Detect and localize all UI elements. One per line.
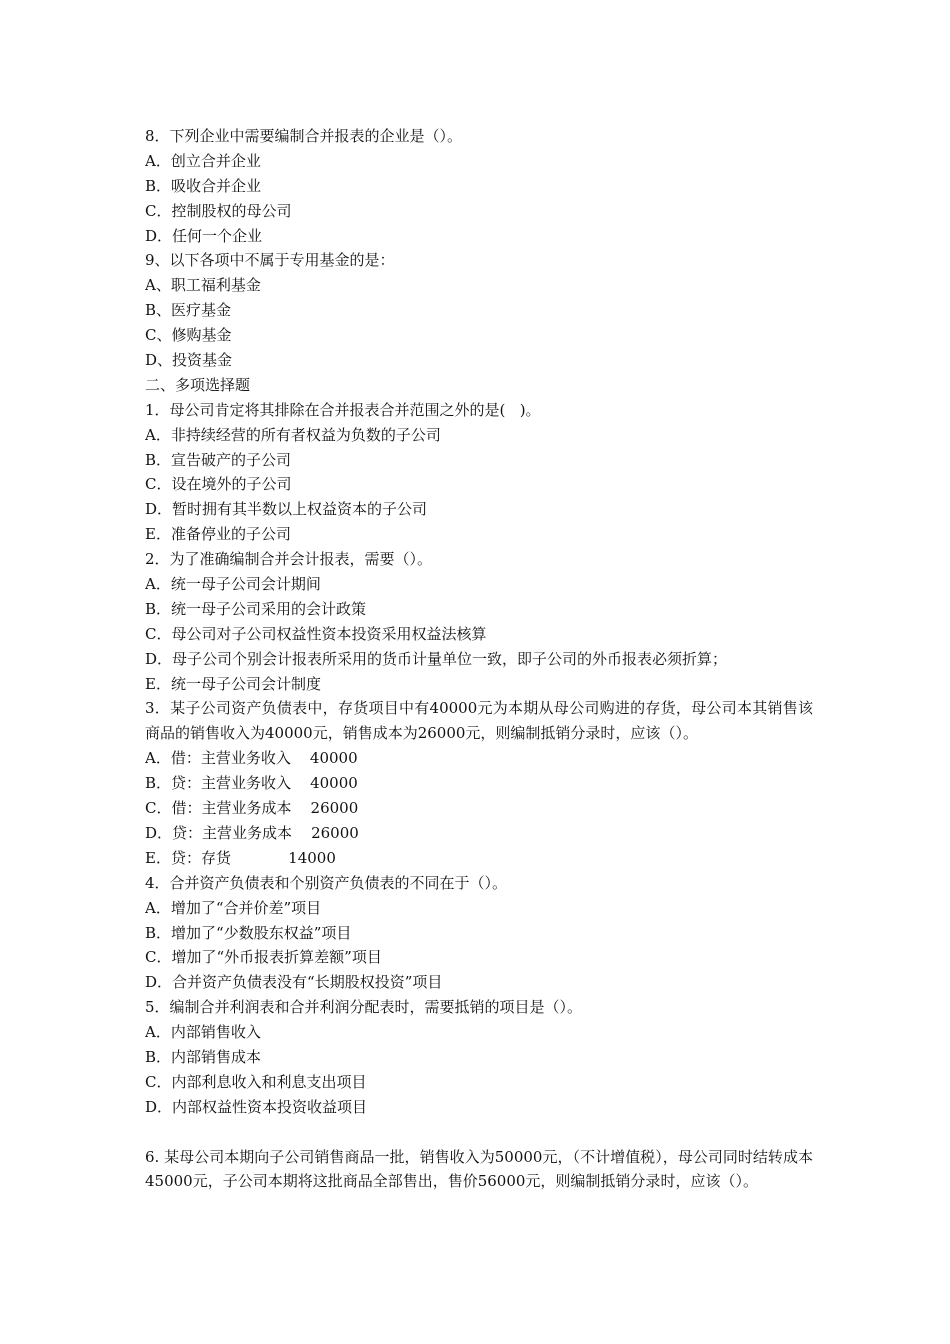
option-8d: D．任何一个企业 <box>145 226 263 245</box>
question-m2: 2．为了准确编制合并会计报表，需要（）。 <box>145 550 433 569</box>
question-8: 8．下列企业中需要编制合并报表的企业是（）。 <box>145 127 463 145</box>
paragraph-gap <box>145 1120 813 1145</box>
question-m1: 1．母公司肯定将其排除在合并报表合并范围之外的是( )。 <box>145 400 541 419</box>
option-m2c: C．母公司对子公司权益性资本投资采用权益法核算 <box>145 624 487 643</box>
option-m1e: E．准备停业的子公司 <box>145 525 291 544</box>
question-m6: 6. 某母公司本期向子公司销售商品一批，销售收入为50000元，（不计增值税），母公司同时结转成本45000元，子公司本期将这批商品全部售出，售价56000元，则编制抵销分录时，应该（）。 <box>145 1147 813 1191</box>
option-m4d: D．合并资产负债表没有“长期股权投资”项目 <box>145 973 443 992</box>
option-m2e: E．统一母子公司会计制度 <box>145 674 321 693</box>
option-8c: C．控制股权的母公司 <box>145 201 292 220</box>
option-m2d: D．母子公司个别会计报表所采用的货币计量单位一致，即子公司的外币报表必须折算； <box>145 649 728 668</box>
option-m4a: A．增加了“合并价差”项目 <box>145 898 322 917</box>
document-body <box>145 124 813 1194</box>
question-m5: 5．编制合并利润表和合并利润分配表时，需要抵销的项目是（）。 <box>145 998 583 1017</box>
option-m1d: D．暂时拥有其半数以上权益资本的子公司 <box>145 500 428 519</box>
option-m3d: D．贷：主营业务成本 26000 <box>145 823 359 842</box>
option-m5b: B．内部销售成本 <box>145 1047 262 1066</box>
question-m3: 3．某子公司资产负债表中，存货项目中有40000元为本期从母公司购进的存货，母公司本其销售该商品的销售收入为40000元，销售成本为26000元，则编制抵销分录时，应该（）。 <box>145 699 813 743</box>
option-9b: B、医疗基金 <box>145 301 232 320</box>
option-m3e: E．贷：存货 14000 <box>145 848 336 867</box>
option-m3c: C．借：主营业务成本 26000 <box>145 799 359 818</box>
option-9c: C、修购基金 <box>145 326 232 345</box>
option-m5c: C．内部利息收入和利息支出项目 <box>145 1072 367 1091</box>
question-m4: 4．合并资产负债表和个别资产负债表的不同在于（）。 <box>145 873 508 892</box>
option-m4c: C．增加了“外币报表折算差额”项目 <box>145 948 382 967</box>
option-m2b: B．统一母子公司采用的会计政策 <box>145 599 367 618</box>
option-m3a: A．借：主营业务收入 40000 <box>145 749 358 768</box>
option-m3b: B．贷：主营业务收入 40000 <box>145 774 358 793</box>
option-m1a: A．非持续经营的所有者权益为负数的子公司 <box>145 425 441 444</box>
option-m1c: C．设在境外的子公司 <box>145 475 292 494</box>
option-m4b: B．增加了“少数股东权益”项目 <box>145 923 352 942</box>
option-8a: A．创立合并企业 <box>145 151 261 170</box>
option-m5a: A．内部销售收入 <box>145 1023 261 1042</box>
option-9a: A、职工福利基金 <box>145 276 261 295</box>
option-m2a: A．统一母子公司会计期间 <box>145 575 321 594</box>
option-8b: B．吸收合并企业 <box>145 176 262 195</box>
section-heading: 二、多项选择题 <box>145 375 251 394</box>
option-m1b: B．宣告破产的子公司 <box>145 450 292 469</box>
question-9: 9、以下各项中不属于专用基金的是： <box>145 251 395 270</box>
option-9d: D、投资基金 <box>145 351 233 370</box>
option-m5d: D．内部权益性资本投资收益项目 <box>145 1097 368 1116</box>
